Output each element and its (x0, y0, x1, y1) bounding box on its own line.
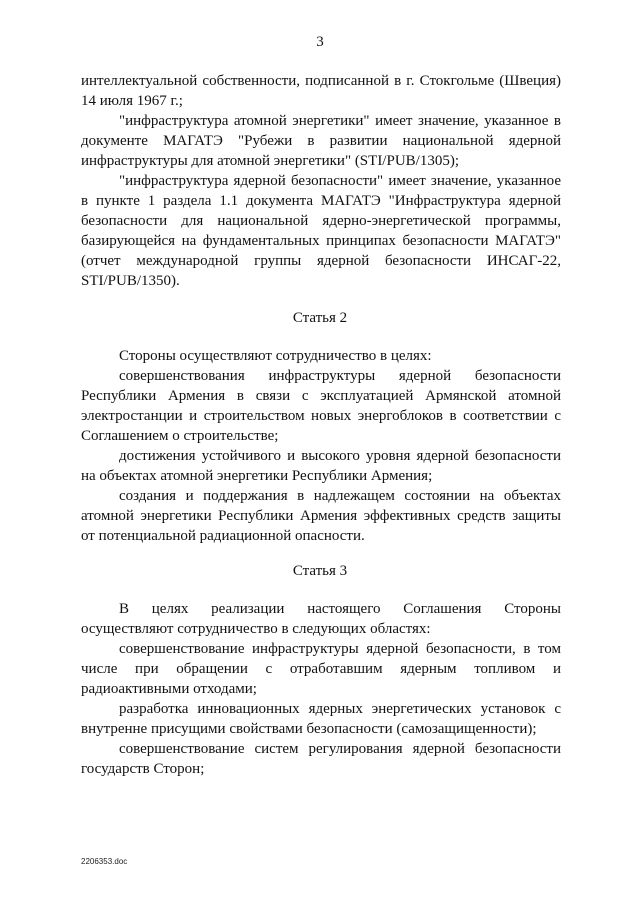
definitions-paragraph-2: "инфраструктура атомной энергетики" имеет значение, указанное в документе МАГАТЭ "Рубежи в развитии национальной ядерной инфраструктуры для атомной энергетики" (STI/PUB/1305); (81, 113, 561, 169)
article-2-paragraph-4: создания и поддержания в надлежащем состоянии на объектах атомной энергетики Республики Армения эффективных средств защиты от потенциальной радиационной опасности. (81, 488, 561, 544)
article-3-paragraph-1: В целях реализации настоящего Соглашения Стороны осуществляют сотрудничество в следующих областях: (81, 601, 561, 637)
article-2-paragraph-2: совершенствования инфраструктуры ядерной безопасности Республики Армения в связи с эксплуатацией Армянской атомной электростанции и строительством новых энергоблоков в соответствии с Соглашением о строительстве; (81, 368, 561, 444)
article-2-paragraph-1: Стороны осуществляют сотрудничество в целях: (119, 348, 432, 364)
article-3-paragraph-2: совершенствование инфраструктуры ядерной безопасности, в том числе при обращении с отработавшим ядерным топливом и радиоактивными отходами; (81, 641, 561, 697)
definitions-paragraph-3: "инфраструктура ядерной безопасности" имеет значение, указанное в пункте 1 раздела 1.1 документа МАГАТЭ "Инфраструктура ядерной безопасности для национальной ядерно-энергетической программы, базирующейся на фундаментальных принципах безопасности МАГАТЭ" (отчет международной группы ядерной безопасности ИНСАГ-22, STI/PUB/1350). (81, 173, 561, 289)
article-3-body (81, 599, 561, 779)
definitions-block (81, 71, 561, 291)
definitions-paragraph-1: интеллектуальной собственности, подписанной в г. Стокгольме (Швеция) 14 июля 1967 г.; (81, 73, 561, 109)
article-3-heading: Статья 3 (292, 563, 348, 579)
page-number: 3 (316, 34, 324, 50)
article-2-paragraph-3: достижения устойчивого и высокого уровня ядерной безопасности на объектах атомной энергетики Республики Армения; (81, 448, 561, 484)
document-file-id: 2206353.doc (81, 857, 128, 866)
article-2-heading: Статья 2 (292, 310, 348, 326)
article-2-body (81, 346, 561, 546)
article-3-paragraph-3: разработка инновационных ядерных энергетических установок с внутренне присущими свойствами безопасности (самозащищенности); (81, 701, 561, 737)
article-3-paragraph-4: совершенствование систем регулирования ядерной безопасности государств Сторон; (81, 741, 561, 777)
